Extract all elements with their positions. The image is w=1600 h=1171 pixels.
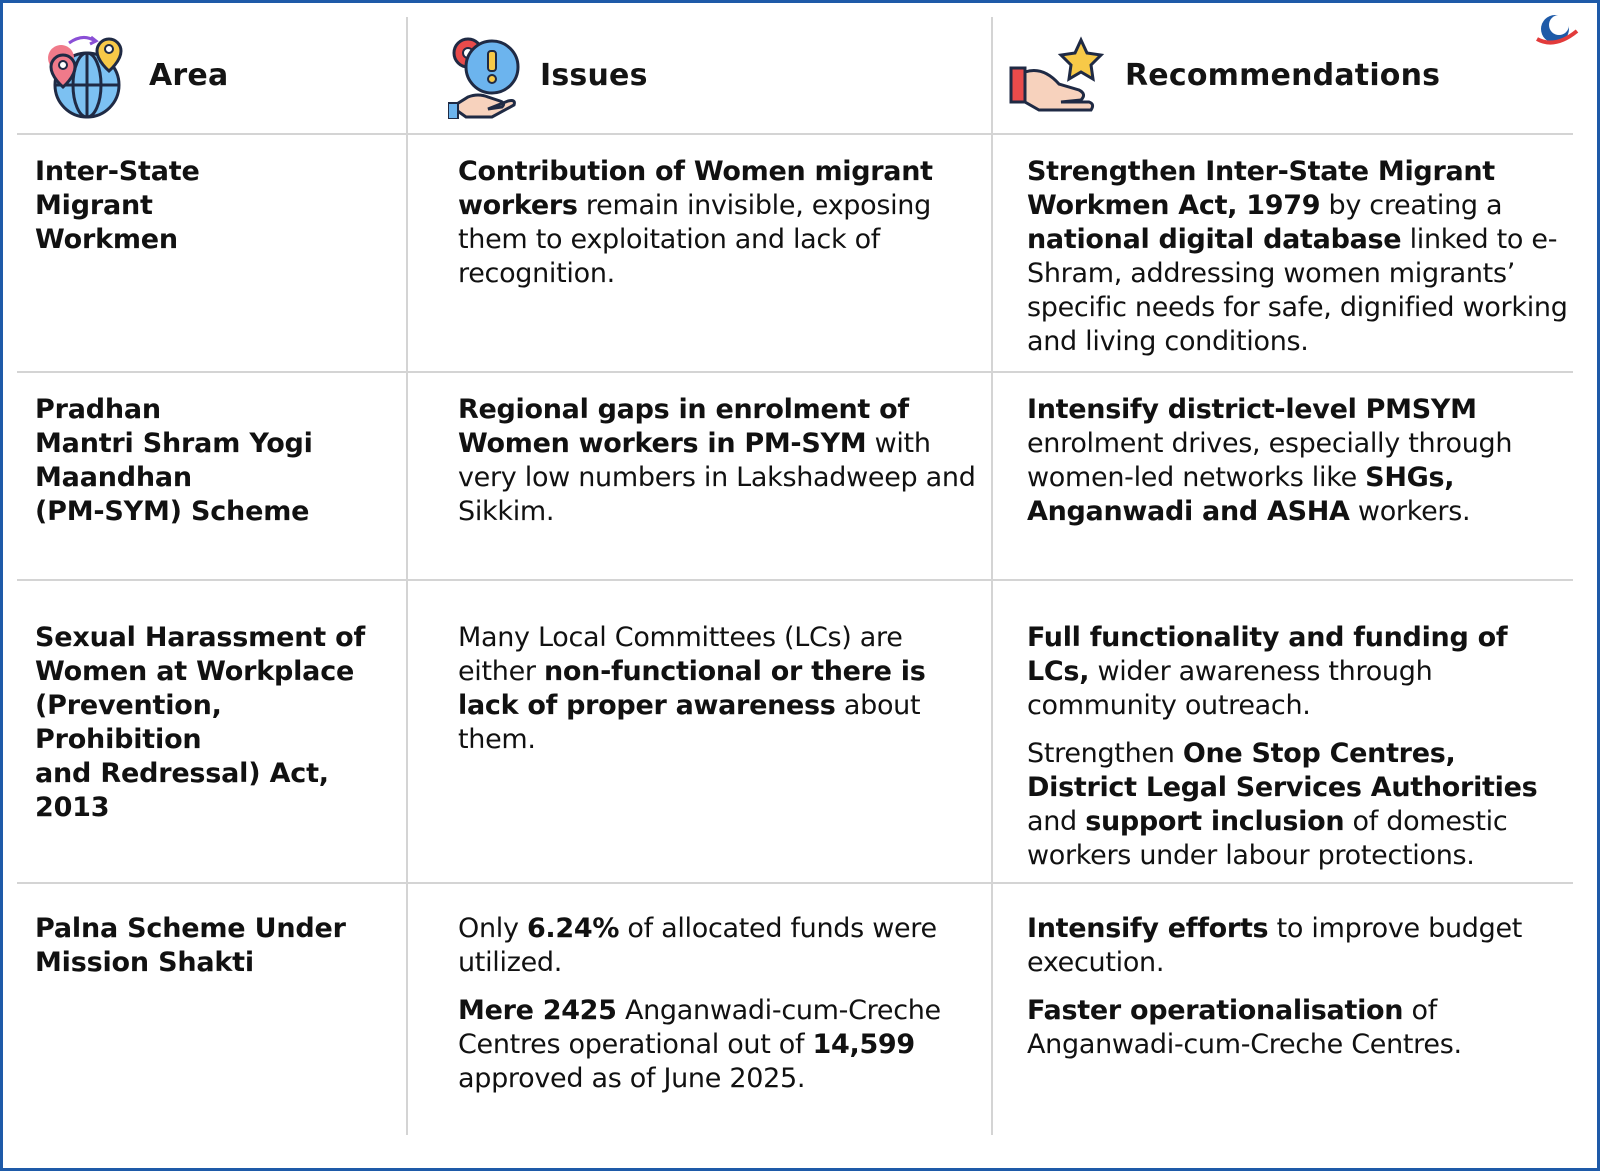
- recommendation-text: Strengthen: [1027, 738, 1183, 769]
- header-row: [17, 17, 1573, 134]
- recommendations-header-title: Recommendations: [1125, 57, 1441, 93]
- area-cell: [17, 580, 407, 883]
- recommendation-text: linked to e-Shram, addressing women migrants’ specific needs for safe, dignified working and living conditions.: [1027, 224, 1568, 357]
- recommendation-text: of Anganwadi-cum-Creche Centres.: [1027, 995, 1462, 1060]
- recommendation-text: to improve budget execution.: [1027, 913, 1523, 978]
- recommendations-cell: [992, 883, 1573, 1135]
- issue-text: approved as of June 2025.: [458, 1063, 806, 1094]
- recommendation-highlight: One Stop Centres, District Legal Services Authorities: [1027, 738, 1538, 803]
- recommendations-cell: [992, 134, 1573, 372]
- recommendation-highlight: SHGs, Anganwadi and ASHA: [1027, 462, 1455, 527]
- area-line: Palna Scheme Under: [35, 913, 346, 944]
- issues-cell: [407, 372, 992, 580]
- recommendation-text: workers.: [1349, 496, 1471, 527]
- table-row: [17, 134, 1573, 372]
- area-line: Inter-State: [35, 156, 200, 187]
- area-header-title: Area: [149, 57, 229, 93]
- issue-text: Only: [458, 913, 527, 944]
- table-row: [17, 580, 1573, 883]
- recommendation-text: by creating a: [1320, 190, 1503, 221]
- issue-text: Many Local Committees (LCs) are either: [458, 622, 903, 687]
- recommendation-highlight: Intensify efforts: [1027, 913, 1269, 944]
- area-line: (PM-SYM) Scheme: [35, 496, 310, 527]
- area-line: Women at Workplace: [35, 656, 355, 687]
- area-line: Mantri Shram Yogi: [35, 428, 313, 459]
- recommendation-highlight: Faster operationalisation: [1027, 995, 1404, 1026]
- issues-header-title: Issues: [540, 57, 648, 93]
- issues-cell: [407, 883, 992, 1135]
- issue-highlight: 6.24%: [526, 913, 620, 944]
- comparison-table: [17, 17, 1573, 1135]
- globe-location-pins-icon: [43, 31, 129, 119]
- recommendation-text: of domestic workers under labour protections.: [1027, 806, 1508, 871]
- area-line: Mission Shakti: [35, 947, 254, 978]
- recommendations-cell: [992, 580, 1573, 883]
- area-line: (Prevention, Prohibition: [35, 690, 222, 755]
- issue-text: remain invisible, exposing them to exploitation and lack of recognition.: [458, 190, 931, 289]
- issue-highlight: 14,599: [812, 1029, 915, 1060]
- issue-highlight: Regional gaps in enrolment of Women workers in PM-SYM: [458, 394, 909, 459]
- area-line: Sexual Harassment of: [35, 622, 366, 653]
- area-cell: [17, 372, 407, 580]
- recommendations-cell: [992, 372, 1573, 580]
- issue-highlight: Mere 2425: [458, 995, 617, 1026]
- issue-highlight: Contribution of Women migrant workers: [458, 156, 933, 221]
- area-line: and Redressal) Act, 2013: [35, 758, 329, 823]
- table-row: [17, 883, 1573, 1135]
- recommendation-text: enrolment drives, especially through women-led networks like: [1027, 428, 1513, 493]
- area-line: Pradhan: [35, 394, 161, 425]
- hand-star-icon: [1009, 32, 1105, 118]
- table-row: [17, 372, 1573, 580]
- issues-column-header: [407, 17, 992, 134]
- recommendation-text: wider awareness through community outreach.: [1027, 656, 1433, 721]
- recommendation-highlight: national digital database: [1027, 224, 1402, 255]
- area-cell: [17, 883, 407, 1135]
- recommendations-column-header: [992, 17, 1573, 134]
- recommendation-highlight: support inclusion: [1085, 806, 1345, 837]
- issue-highlight: non-functional or there is lack of proper awareness: [458, 656, 926, 721]
- area-cell: [17, 134, 407, 372]
- area-column-header: [17, 17, 407, 134]
- issues-cell: [407, 580, 992, 883]
- issue-text: Anganwadi-cum-Creche Centres operational out of: [458, 995, 941, 1060]
- recommendation-text: and: [1027, 806, 1086, 837]
- area-line: Migrant: [35, 190, 153, 221]
- area-line: Workmen: [35, 224, 178, 255]
- issue-text: with very low numbers in Lakshadweep and Sikkim.: [458, 428, 976, 527]
- recommendation-highlight: Strengthen Inter-State Migrant Workmen Act, 1979: [1027, 156, 1495, 221]
- recommendation-highlight: Full functionality and funding of LCs,: [1027, 622, 1508, 687]
- area-line: Maandhan: [35, 462, 192, 493]
- recommendation-highlight: Intensify district-level PMSYM: [1027, 394, 1477, 425]
- hand-gear-exclamation-icon: [448, 31, 520, 119]
- issue-text: about them.: [458, 690, 921, 755]
- issues-cell: [407, 134, 992, 372]
- issue-text: of allocated funds were utilized.: [458, 913, 937, 978]
